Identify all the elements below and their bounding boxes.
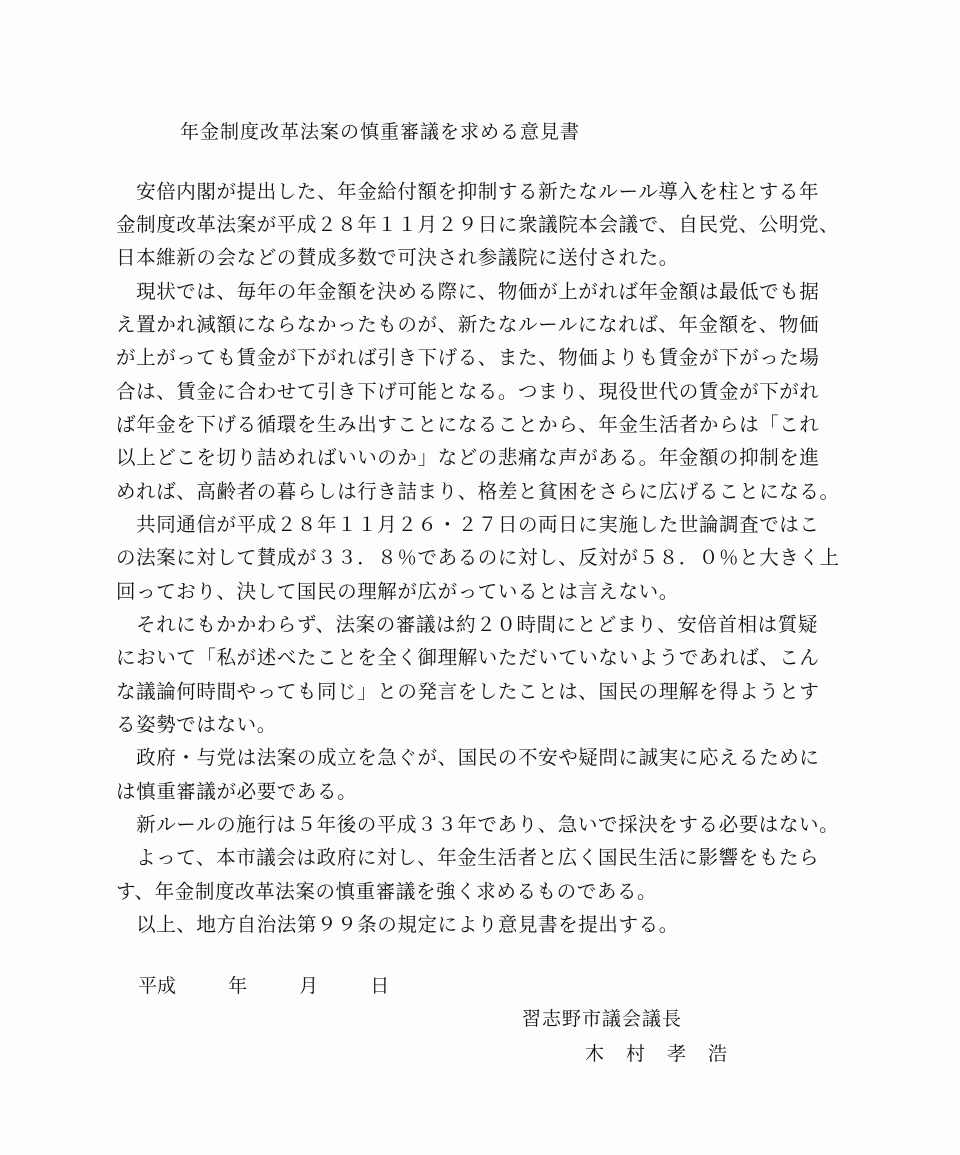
body-line: 共同通信が平成２８年１１月２６・２７日の両日に実施した世論調査ではこ (116, 513, 820, 536)
body-line: よって、本市議会は政府に対し、年金生活者と広く国民生活に影響をもたら (116, 846, 820, 869)
date-day-unit: 日 (370, 975, 390, 997)
body-line: す、年金制度改革法案の慎重審議を強く求めるものである。 (116, 880, 658, 903)
body-line: 政府・与党は法案の成立を急ぐが、国民の不安や疑問に誠実に応えるために (116, 746, 820, 769)
signature-name: 木村孝浩 (585, 1043, 750, 1065)
body-line: ば年金を下げる循環を生み出すことになることから、年金生活者からは「これ (116, 413, 820, 436)
body-line: え置かれ減額にならなかったものが、新たなルールになれば、年金額を、物価 (116, 313, 820, 336)
body-line: 金制度改革法案が平成２８年１１月２９日に衆議院本会議で、自民党、公明党、 (116, 213, 840, 236)
body-line: が上がっても賃金が下がれば引き下げる、また、物価よりも賃金が下がった場 (116, 346, 820, 369)
body-line: の法案に対して賛成が３３．８％であるのに対し、反対が５８．０％と大きく上 (116, 546, 840, 569)
body-line: それにもかかわらず、法案の審議は約２０時間にとどまり、安倍首相は質疑 (116, 613, 818, 636)
body-line: な議論何時間やっても同じ」との発言をしたことは、国民の理解を得ようとす (116, 680, 820, 703)
date-month-unit: 月 (299, 975, 319, 997)
body-line: 新ルールの施行は５年後の平成３３年であり、急いで採決をする必要はない。 (116, 813, 840, 836)
date-era: 平成 (138, 975, 177, 997)
body-line: 安倍内閣が提出した、年金給付額を抑制する新たなルール導入を柱とする年 (116, 180, 820, 203)
document-title: 年金制度改革法案の慎重審議を求める意見書 (180, 121, 581, 143)
body-line: 日本維新の会などの賛成多数で可決され参議院に送付された。 (116, 246, 679, 269)
body-line: 以上どこを切り詰めればいいのか」などの悲痛な声がある。年金額の抑制を進 (116, 446, 820, 469)
body-line: めれば、高齢者の暮らしは行き詰まり、格差と貧困をさらに広げることになる。 (116, 480, 840, 503)
signature-organization: 習志野市議会議長 (522, 1008, 683, 1030)
body-line: 以上、地方自治法第９９条の規定により意見書を提出する。 (116, 913, 679, 936)
body-line: 回っており、決して国民の理解が広がっているとは言えない。 (116, 580, 679, 603)
body-line: において「私が述べたことを全く御理解いただいていないようであれば、こん (116, 646, 820, 669)
body-line: 現状では、毎年の年金額を決める際に、物価が上がれば年金額は最低でも据 (116, 280, 820, 303)
date-line (138, 971, 389, 998)
body-line: 合は、賃金に合わせて引き下げ可能となる。つまり、現役世代の賃金が下がれ (116, 380, 820, 403)
body-line: は慎重審議が必要である。 (116, 780, 358, 803)
date-year-unit: 年 (228, 975, 248, 997)
body-line: る姿勢ではない。 (116, 713, 277, 736)
